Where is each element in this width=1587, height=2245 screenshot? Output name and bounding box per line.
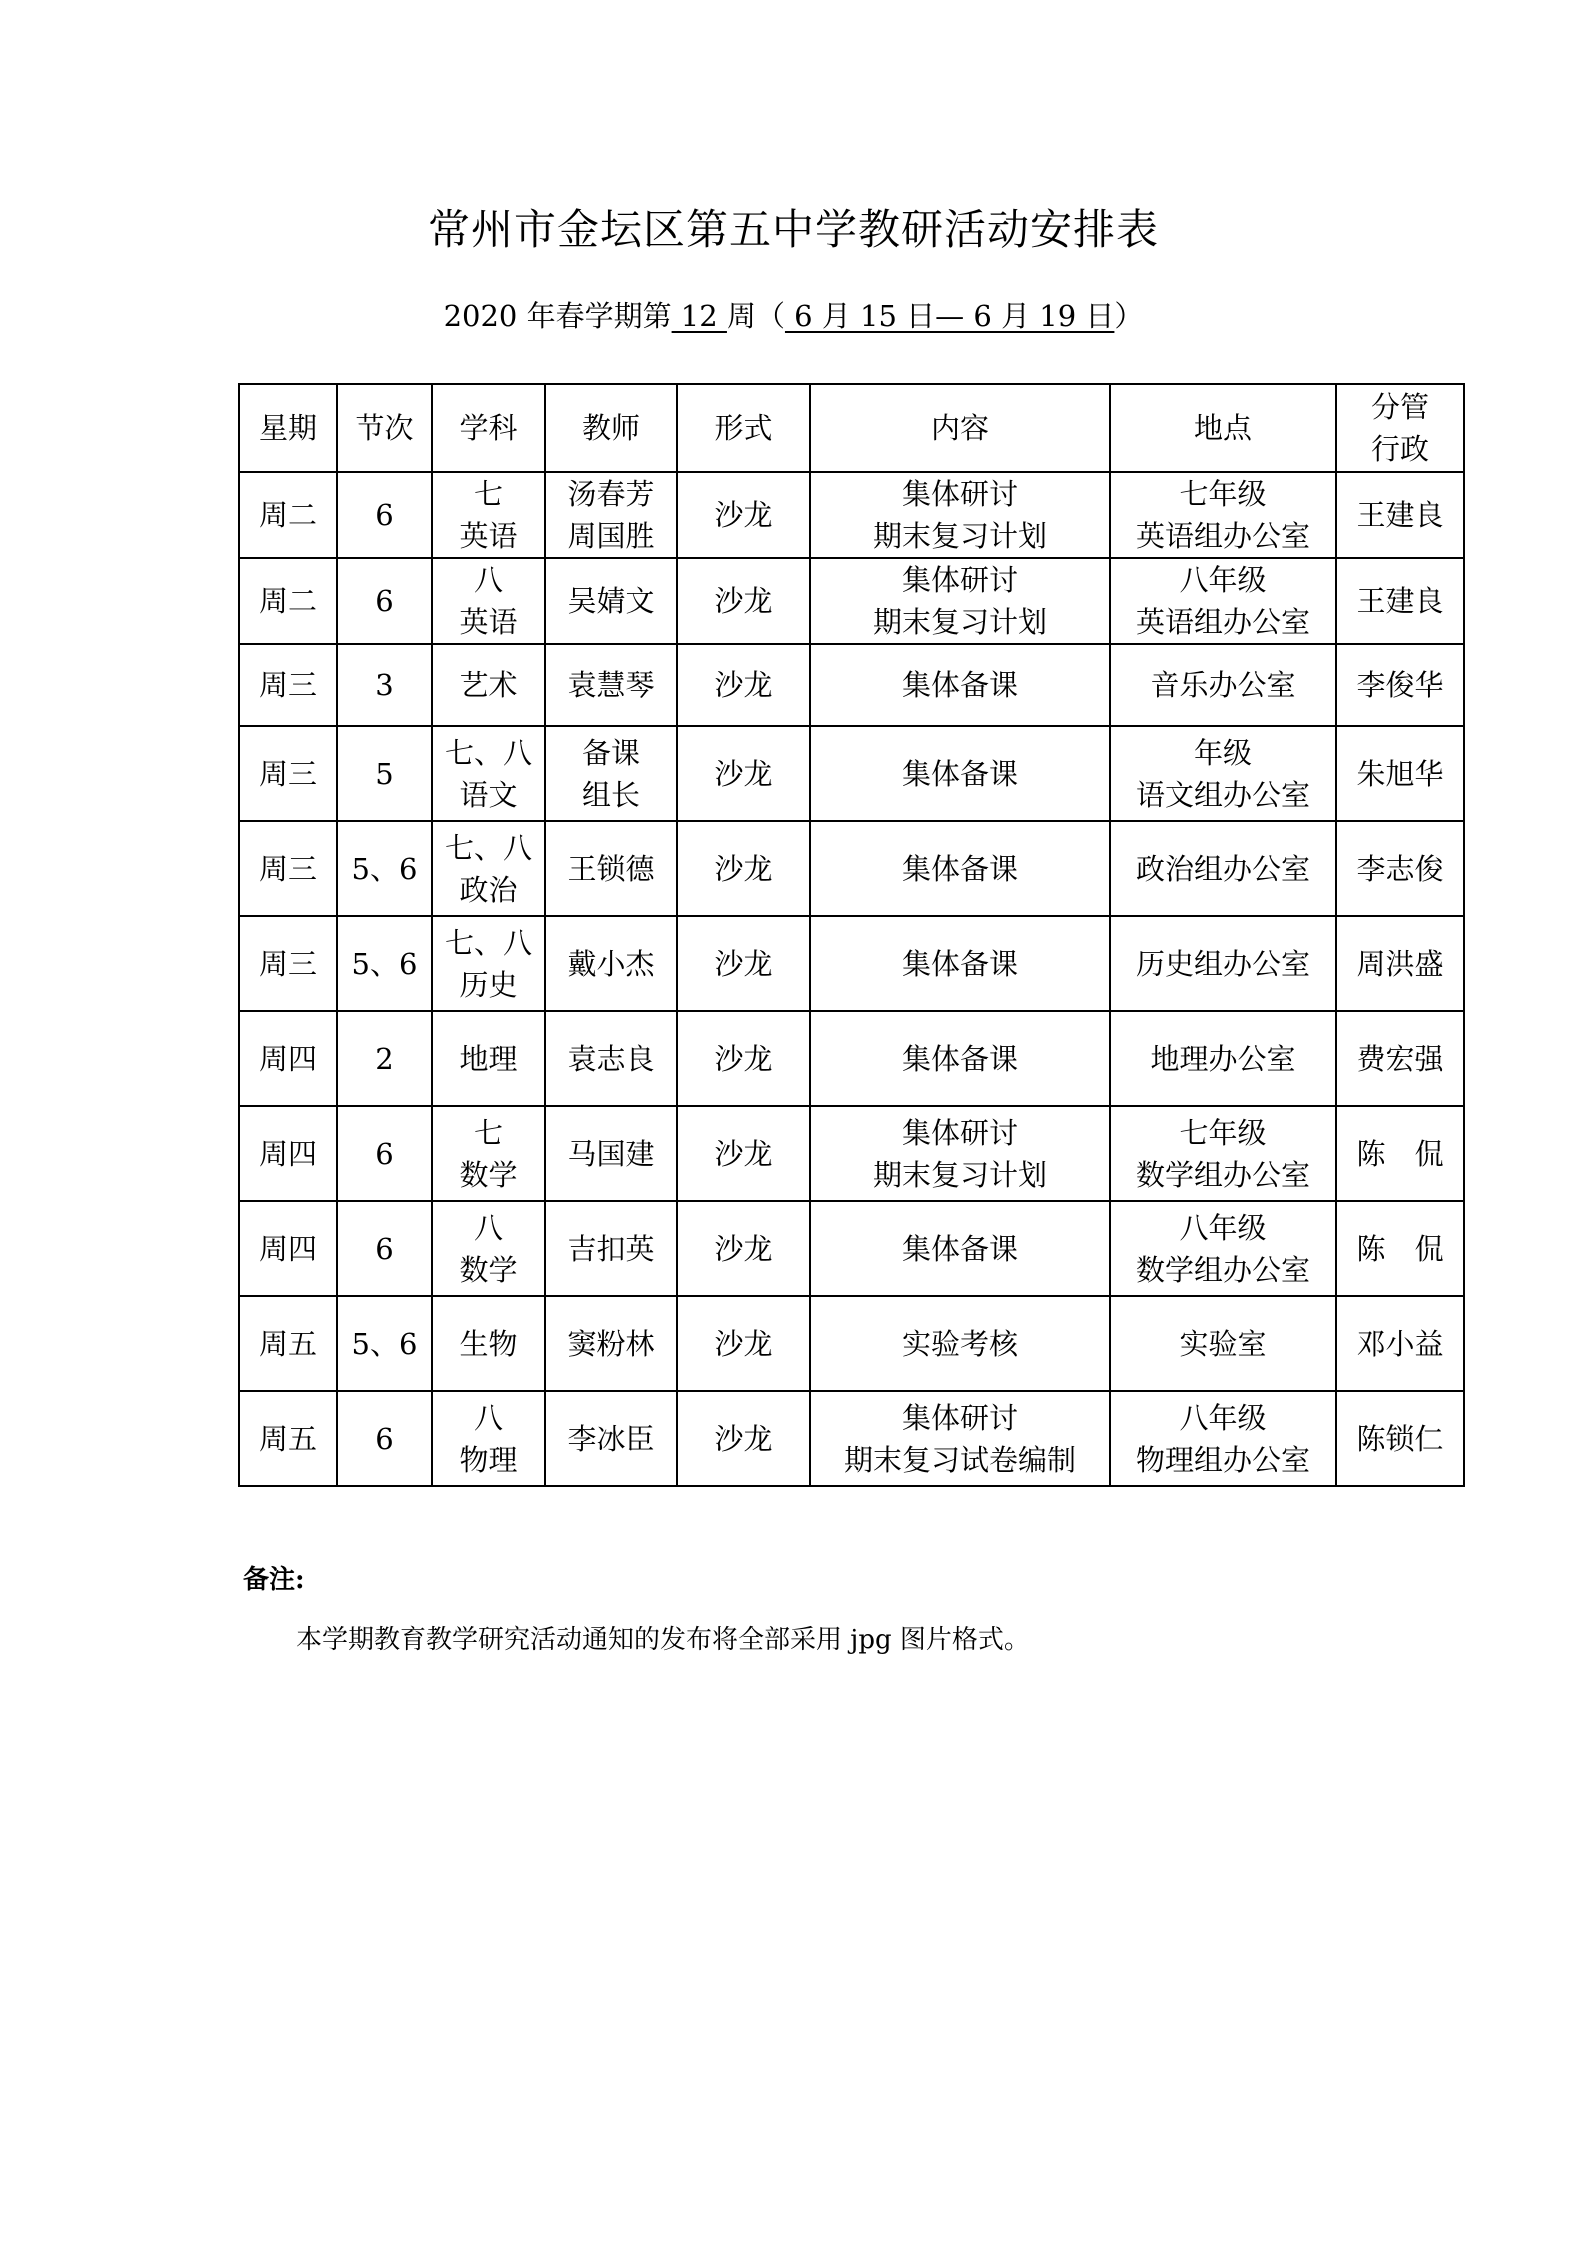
- header-cell-format: 形式: [677, 384, 810, 472]
- schedule-table: [238, 383, 1465, 1487]
- header-cell-teacher: 教师: [545, 384, 677, 472]
- cell-weekday: 周五: [239, 1391, 337, 1486]
- cell-teacher: 汤春芳 周国胜: [545, 472, 677, 558]
- cell-format: 沙龙: [677, 916, 810, 1011]
- cell-period: 5、6: [337, 916, 432, 1011]
- cell-format: 沙龙: [677, 558, 810, 644]
- cell-content: 集体备课: [810, 1201, 1110, 1296]
- cell-teacher: 戴小杰: [545, 916, 677, 1011]
- cell-weekday: 周三: [239, 644, 337, 726]
- cell-content: 集体备课: [810, 821, 1110, 916]
- cell-admin: 李志俊: [1336, 821, 1464, 916]
- cell-weekday: 周四: [239, 1201, 337, 1296]
- cell-period: 5、6: [337, 821, 432, 916]
- cell-content: 集体研讨 期末复习计划: [810, 1106, 1110, 1201]
- subtitle-date-range: 6 月 15 日— 6 月 19 日: [784, 299, 1115, 333]
- header-cell-subject: 学科: [432, 384, 545, 472]
- cell-admin: 陈锁仁: [1336, 1391, 1464, 1486]
- table-row: [239, 558, 1464, 644]
- cell-location: 政治组办公室: [1110, 821, 1336, 916]
- cell-subject: 生物: [432, 1296, 545, 1391]
- cell-subject: 艺术: [432, 644, 545, 726]
- cell-weekday: 周三: [239, 726, 337, 821]
- table-row: [239, 1296, 1464, 1391]
- cell-period: 6: [337, 558, 432, 644]
- cell-content: 集体备课: [810, 1011, 1110, 1106]
- header-row: [239, 384, 1464, 472]
- cell-subject: 七 数学: [432, 1106, 545, 1201]
- cell-teacher: 窦粉林: [545, 1296, 677, 1391]
- cell-period: 2: [337, 1011, 432, 1106]
- table-row: [239, 1011, 1464, 1106]
- header-cell-period: 节次: [337, 384, 432, 472]
- cell-content: 集体研讨 期末复习计划: [810, 472, 1110, 558]
- cell-location: 八年级 数学组办公室: [1110, 1201, 1336, 1296]
- cell-admin: 陈 侃: [1336, 1201, 1464, 1296]
- cell-location: 七年级 英语组办公室: [1110, 472, 1336, 558]
- cell-weekday: 周三: [239, 916, 337, 1011]
- cell-admin: 朱旭华: [1336, 726, 1464, 821]
- cell-format: 沙龙: [677, 1106, 810, 1201]
- cell-format: 沙龙: [677, 1011, 810, 1106]
- cell-location: 八年级 物理组办公室: [1110, 1391, 1336, 1486]
- cell-location: 八年级 英语组办公室: [1110, 558, 1336, 644]
- cell-teacher: 王锁德: [545, 821, 677, 916]
- cell-format: 沙龙: [677, 821, 810, 916]
- cell-subject: 七、八 政治: [432, 821, 545, 916]
- cell-admin: 王建良: [1336, 558, 1464, 644]
- cell-weekday: 周二: [239, 472, 337, 558]
- cell-content: 集体研讨 期末复习计划: [810, 558, 1110, 644]
- cell-weekday: 周四: [239, 1011, 337, 1106]
- cell-format: 沙龙: [677, 472, 810, 558]
- cell-teacher: 备课 组长: [545, 726, 677, 821]
- cell-teacher: 吴婧文: [545, 558, 677, 644]
- cell-format: 沙龙: [677, 1296, 810, 1391]
- cell-content: 集体备课: [810, 726, 1110, 821]
- cell-location: 音乐办公室: [1110, 644, 1336, 726]
- table-row: [239, 1106, 1464, 1201]
- header-cell-weekday: 星期: [239, 384, 337, 472]
- cell-subject: 八 物理: [432, 1391, 545, 1486]
- table-row: [239, 1201, 1464, 1296]
- cell-period: 5、6: [337, 1296, 432, 1391]
- cell-period: 5: [337, 726, 432, 821]
- cell-content: 集体研讨 期末复习试卷编制: [810, 1391, 1110, 1486]
- page-title: 常州市金坛区第五中学教研活动安排表: [427, 205, 1159, 254]
- cell-teacher: 袁慧琴: [545, 644, 677, 726]
- table-row: [239, 1391, 1464, 1486]
- subtitle-mid: 周（: [726, 299, 785, 333]
- cell-subject: 八 数学: [432, 1201, 545, 1296]
- cell-weekday: 周二: [239, 558, 337, 644]
- cell-admin: 王建良: [1336, 472, 1464, 558]
- subtitle-prefix: 2020 年春学期第: [443, 299, 672, 333]
- cell-teacher: 袁志良: [545, 1011, 677, 1106]
- cell-weekday: 周三: [239, 821, 337, 916]
- cell-subject: 七 英语: [432, 472, 545, 558]
- table-body: [239, 472, 1464, 1486]
- table-row: [239, 821, 1464, 916]
- cell-content: 集体备课: [810, 916, 1110, 1011]
- schedule-subtitle: [0, 296, 1587, 336]
- cell-teacher: 李冰臣: [545, 1391, 677, 1486]
- cell-location: 年级 语文组办公室: [1110, 726, 1336, 821]
- cell-format: 沙龙: [677, 644, 810, 726]
- cell-admin: 周洪盛: [1336, 916, 1464, 1011]
- cell-format: 沙龙: [677, 1201, 810, 1296]
- table-row: [239, 472, 1464, 558]
- header-cell-location: 地点: [1110, 384, 1336, 472]
- cell-weekday: 周四: [239, 1106, 337, 1201]
- cell-subject: 七、八 语文: [432, 726, 545, 821]
- cell-period: 6: [337, 1391, 432, 1486]
- cell-admin: 陈 侃: [1336, 1106, 1464, 1201]
- header-cell-admin: 分管 行政: [1336, 384, 1464, 472]
- cell-admin: 费宏强: [1336, 1011, 1464, 1106]
- cell-weekday: 周五: [239, 1296, 337, 1391]
- cell-location: 七年级 数学组办公室: [1110, 1106, 1336, 1201]
- notes-label: 备注:: [243, 1565, 305, 1595]
- cell-teacher: 吉扣英: [545, 1201, 677, 1296]
- table-header: [239, 384, 1464, 472]
- subtitle-suffix: ）: [1114, 299, 1144, 333]
- cell-teacher: 马国建: [545, 1106, 677, 1201]
- header-cell-content: 内容: [810, 384, 1110, 472]
- cell-period: 6: [337, 472, 432, 558]
- cell-subject: 地理: [432, 1011, 545, 1106]
- table-row: [239, 726, 1464, 821]
- cell-location: 历史组办公室: [1110, 916, 1336, 1011]
- notes-text: 本学期教育教学研究活动通知的发布将全部采用 jpg 图片格式。: [296, 1625, 1030, 1655]
- cell-location: 实验室: [1110, 1296, 1336, 1391]
- table-row: [239, 916, 1464, 1011]
- cell-location: 地理办公室: [1110, 1011, 1336, 1106]
- cell-admin: 李俊华: [1336, 644, 1464, 726]
- cell-period: 3: [337, 644, 432, 726]
- cell-period: 6: [337, 1201, 432, 1296]
- cell-period: 6: [337, 1106, 432, 1201]
- table-row: [239, 644, 1464, 726]
- cell-admin: 邓小益: [1336, 1296, 1464, 1391]
- cell-format: 沙龙: [677, 1391, 810, 1486]
- cell-subject: 七、八 历史: [432, 916, 545, 1011]
- subtitle-week-number: 12: [671, 299, 727, 333]
- cell-content: 实验考核: [810, 1296, 1110, 1391]
- cell-content: 集体备课: [810, 644, 1110, 726]
- cell-format: 沙龙: [677, 726, 810, 821]
- cell-subject: 八 英语: [432, 558, 545, 644]
